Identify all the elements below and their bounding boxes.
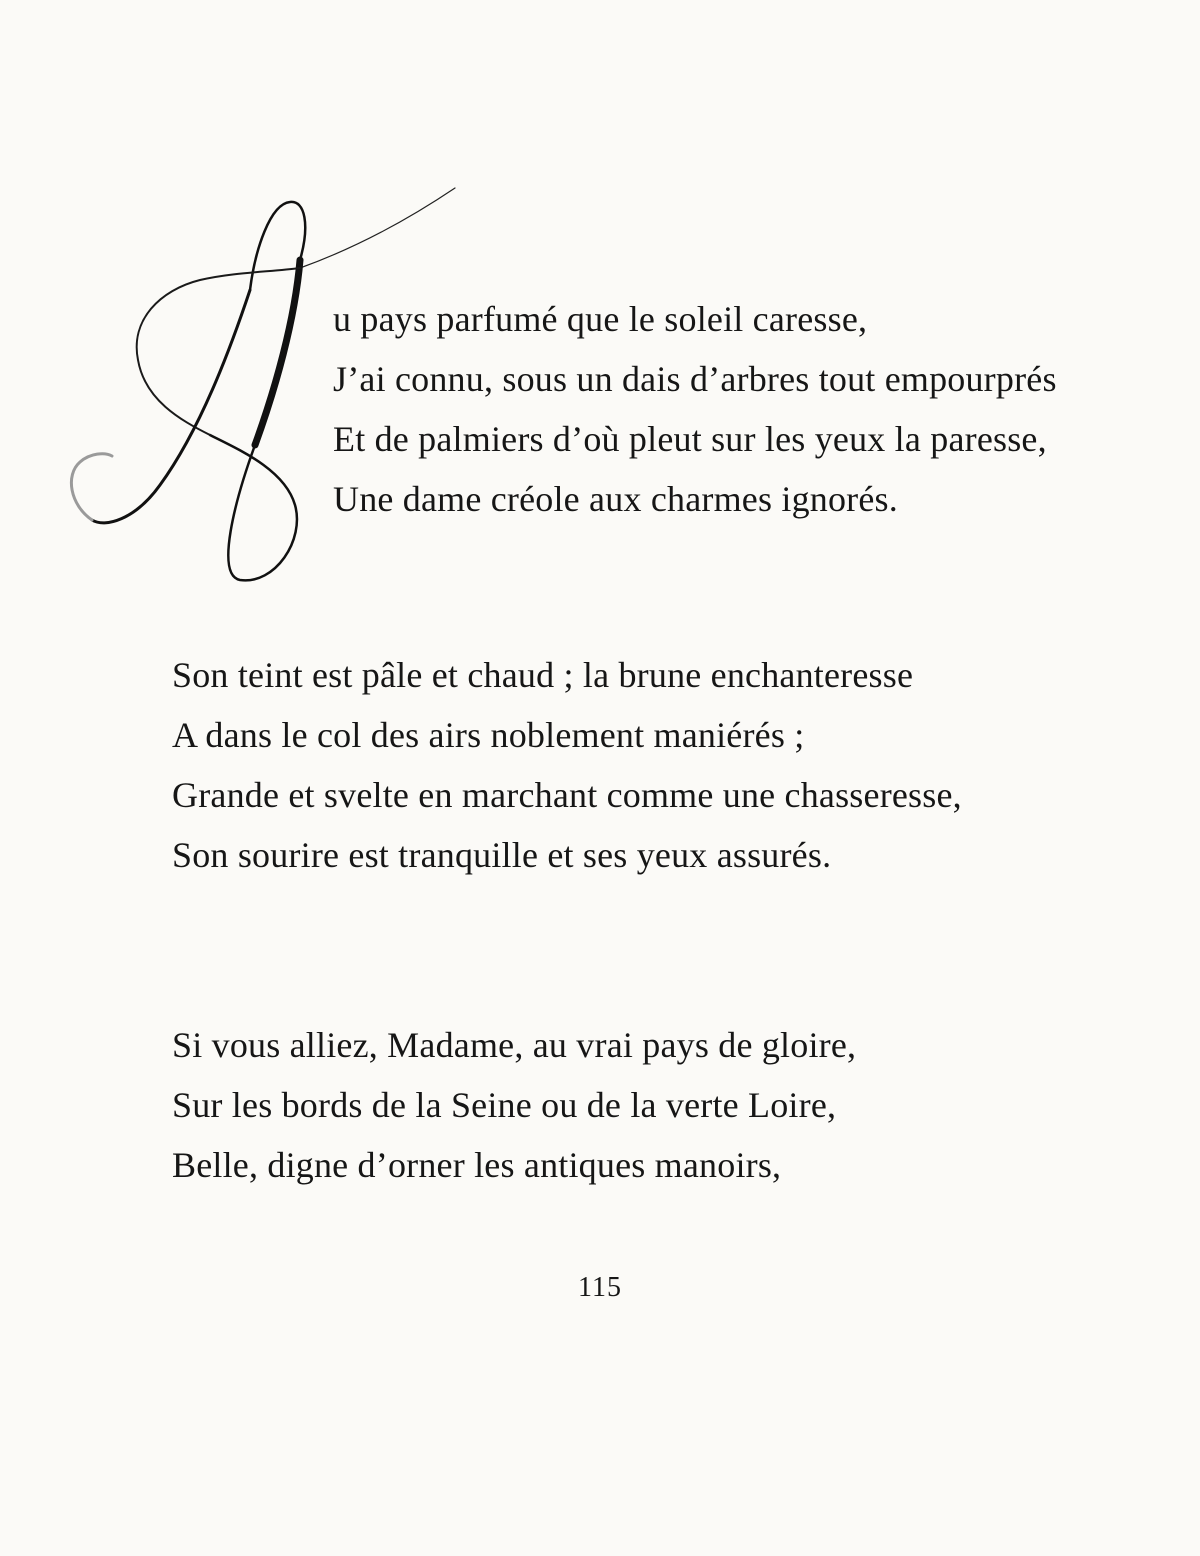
verse-line: Une dame créole aux charmes ignorés. [333, 479, 898, 519]
stanza-3 [172, 1015, 856, 1195]
verse-line: J’ai connu, sous un dais d’arbres tout empourprés [333, 359, 1057, 399]
verse-line: Son sourire est tranquille et ses yeux assurés. [172, 835, 832, 875]
stanza-1 [333, 289, 1057, 529]
verse-line: Si vous alliez, Madame, au vrai pays de gloire, [172, 1025, 857, 1065]
verse-line: Grande et svelte en marchant comme une chasseresse, [172, 775, 962, 815]
verse-line: Son teint est pâle et chaud ; la brune enchanteresse [172, 655, 914, 695]
verse-line: Belle, digne d’orner les antiques manoirs, [172, 1145, 782, 1185]
verse-line: Et de palmiers d’où pleut sur les yeux la paresse, [333, 419, 1047, 459]
page-number: 115 [578, 1272, 622, 1303]
stanza-2 [172, 645, 962, 885]
verse-line: A dans le col des airs noblement maniérés ; [172, 715, 805, 755]
verse-line: Sur les bords de la Seine ou de la verte Loire, [172, 1085, 837, 1125]
verse-line: u pays parfumé que le soleil caresse, [333, 299, 868, 339]
